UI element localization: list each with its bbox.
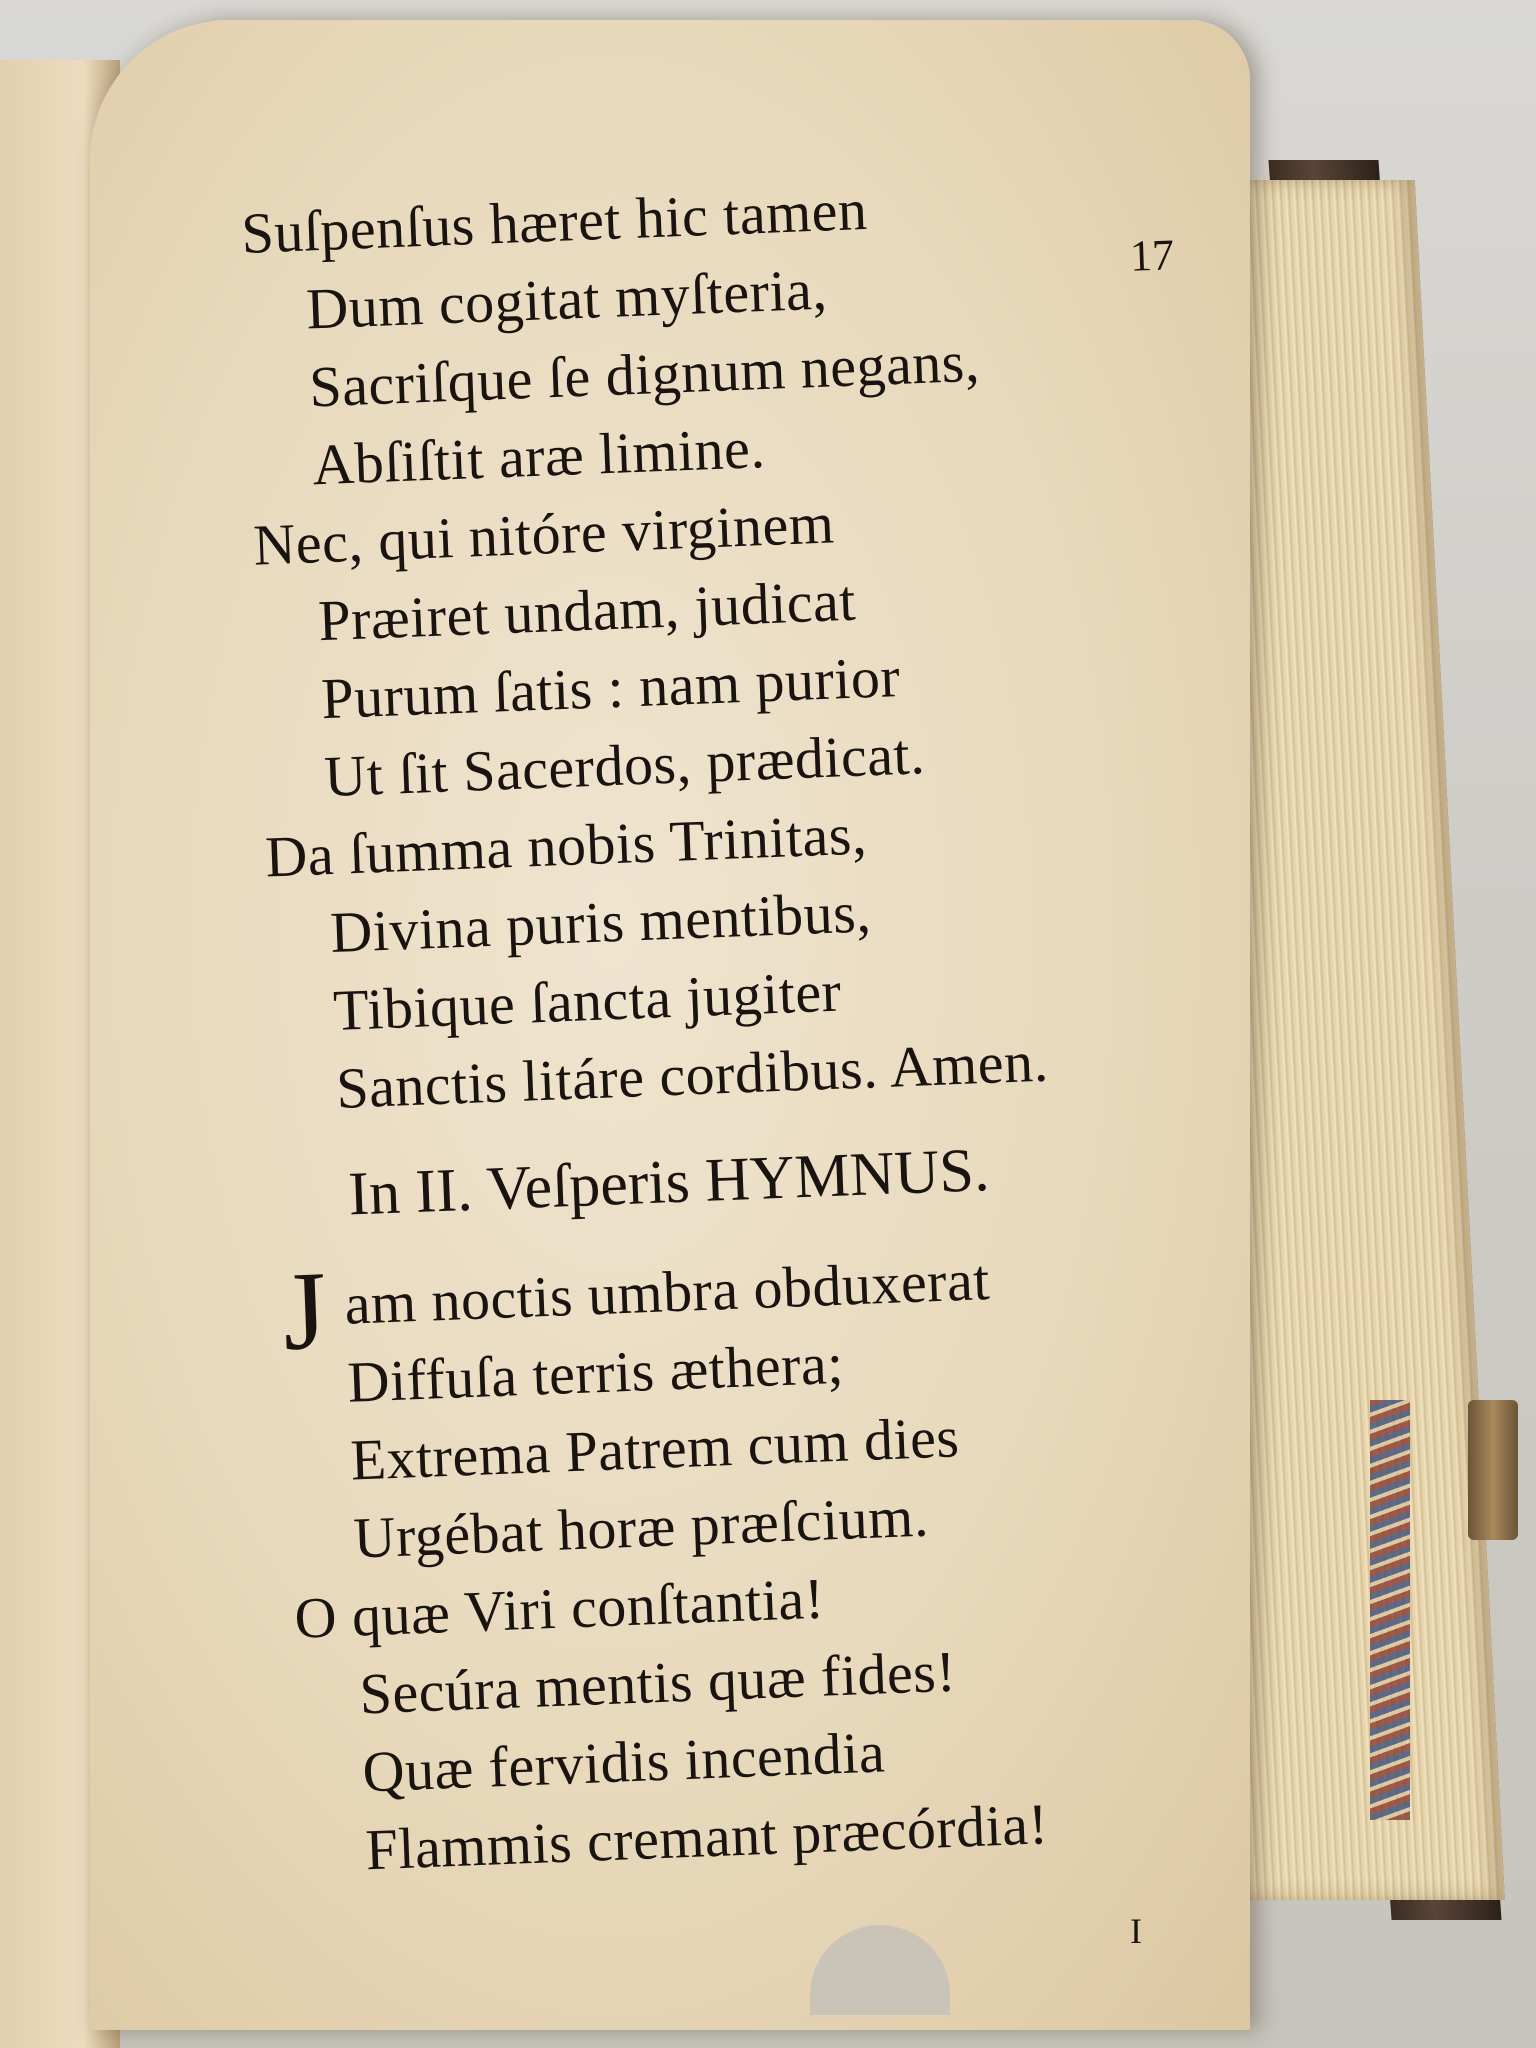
verse-line: Secúra mentis quæ fides! [358, 1638, 958, 1727]
signature-mark: I [1130, 1911, 1142, 1951]
drop-cap: J [280, 1248, 330, 1375]
verse-line: O quæ Viri conſtantia! [293, 1565, 826, 1651]
page-number: 17 [1129, 230, 1175, 281]
verse-line: Ut ſit Sacerdos, prædicat. [323, 721, 927, 810]
verse-line: Præiret undam, judicat [317, 567, 857, 654]
verse-line: Purum ſatis : nam purior [320, 644, 902, 732]
verse-line: Nec, qui nitóre virginem [252, 490, 836, 578]
verse-line: Quæ fervidis incendia [361, 1719, 887, 1805]
verse-line: Da ſumma nobis Trinitas, [264, 801, 868, 890]
verse-line: Sanctis litáre cordibus. Amen. [335, 1028, 1050, 1121]
verse-line: Extrema Patrem cum dies [349, 1404, 961, 1493]
verse-line: Flammis cremant præcórdia! [364, 1791, 1050, 1883]
verse-line: Diffuſa terris æthera; [346, 1330, 845, 1415]
verse-line: Abſiſtit aræ limine. [311, 415, 767, 498]
book-page [90, 20, 1250, 2030]
verse-line: Suſpenſus hæret hic tamen [240, 176, 869, 266]
hymn-heading: In II. Veſperis HYMNUS. [347, 1135, 991, 1229]
verse-line: Urgébat horæ præſcium. [352, 1483, 930, 1571]
verse-line: Tibique ſancta jugiter [332, 958, 843, 1043]
verse-line-text: am noctis umbra obduxerat [343, 1247, 991, 1337]
verse-line: Divina puris mentibus, [329, 879, 873, 966]
hymn-text [240, 157, 1304, 1892]
book-clasp [1468, 1400, 1518, 1540]
verse-line: Dum cogitat myſteria, [305, 256, 829, 342]
verse-line: Sacriſque ſe dignum negans, [308, 328, 981, 420]
marbled-edge [1370, 1400, 1410, 1820]
